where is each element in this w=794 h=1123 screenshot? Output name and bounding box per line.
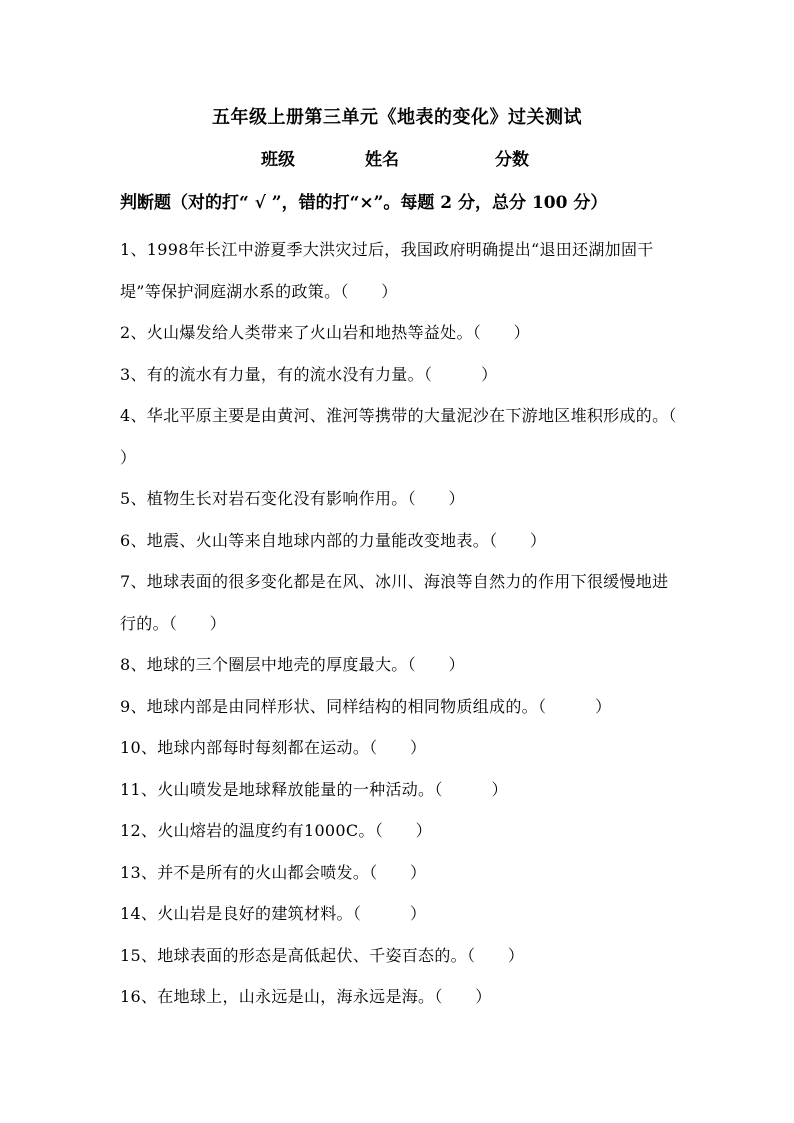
question-item: 13、并不是所有的火山都会喷发。（ ）	[120, 862, 427, 882]
question-item: 11、火山喷发是地球释放能量的一种活动。（ ）	[120, 779, 508, 799]
name-label: 姓名	[365, 150, 399, 170]
question-list	[120, 229, 710, 1018]
student-info-row	[0, 145, 794, 173]
class-label: 班级	[261, 150, 295, 170]
score-label: 分数	[495, 150, 529, 170]
question-item: 2、火山爆发给人类带来了火山岩和地热等益处。（ ）	[120, 323, 530, 342]
question-item: 8、地球的三个圈层中地壳的厚度最大。（ ）	[120, 655, 465, 674]
question-item: 5、植物生长对岩石变化没有影响作用。（ ）	[120, 489, 465, 508]
question-item: 3、有的流水有力量，有的流水没有力量。（ ）	[120, 364, 498, 384]
section-instructions: 判断题（对的打“ √ ”，错的打“×”。每题 2 分，总分 100 分）	[120, 193, 608, 213]
question-item: 1、1998年长江中游夏季大洪灾过后，我国政府明确提出“退田还湖加固干堤”等保护洞庭湖水系的政策。（ ）	[120, 240, 654, 301]
question-item: 15、地球表面的形态是高低起伏、千姿百态的。（ ）	[120, 945, 525, 965]
question-item: 16、在地球上，山永远是山，海永远是海。（ ）	[120, 987, 492, 1006]
question-item: 4、华北平原主要是由黄河、淮河等携带的大量泥沙在下游地区堆积形成的。（ ）	[120, 406, 710, 467]
question-item: 7、地球表面的很多变化都是在风、冰川、海浪等自然力的作用下很缓慢地进行的。（ ）	[120, 572, 669, 633]
question-item: 10、地球内部每时每刻都在运动。（ ）	[120, 738, 427, 757]
question-item: 12、火山熔岩的温度约有1000C。（ ）	[120, 821, 432, 840]
question-item: 14、火山岩是良好的建筑材料。（ ）	[120, 904, 427, 923]
question-item: 6、地震、火山等来自地球内部的力量能改变地表。（ ）	[120, 530, 547, 550]
page-title: 五年级上册第三单元《地表的变化》过关测试	[212, 107, 582, 128]
question-item: 9、地球内部是由同样形状、同样结构的相同物质组成的。（ ）	[120, 696, 612, 716]
